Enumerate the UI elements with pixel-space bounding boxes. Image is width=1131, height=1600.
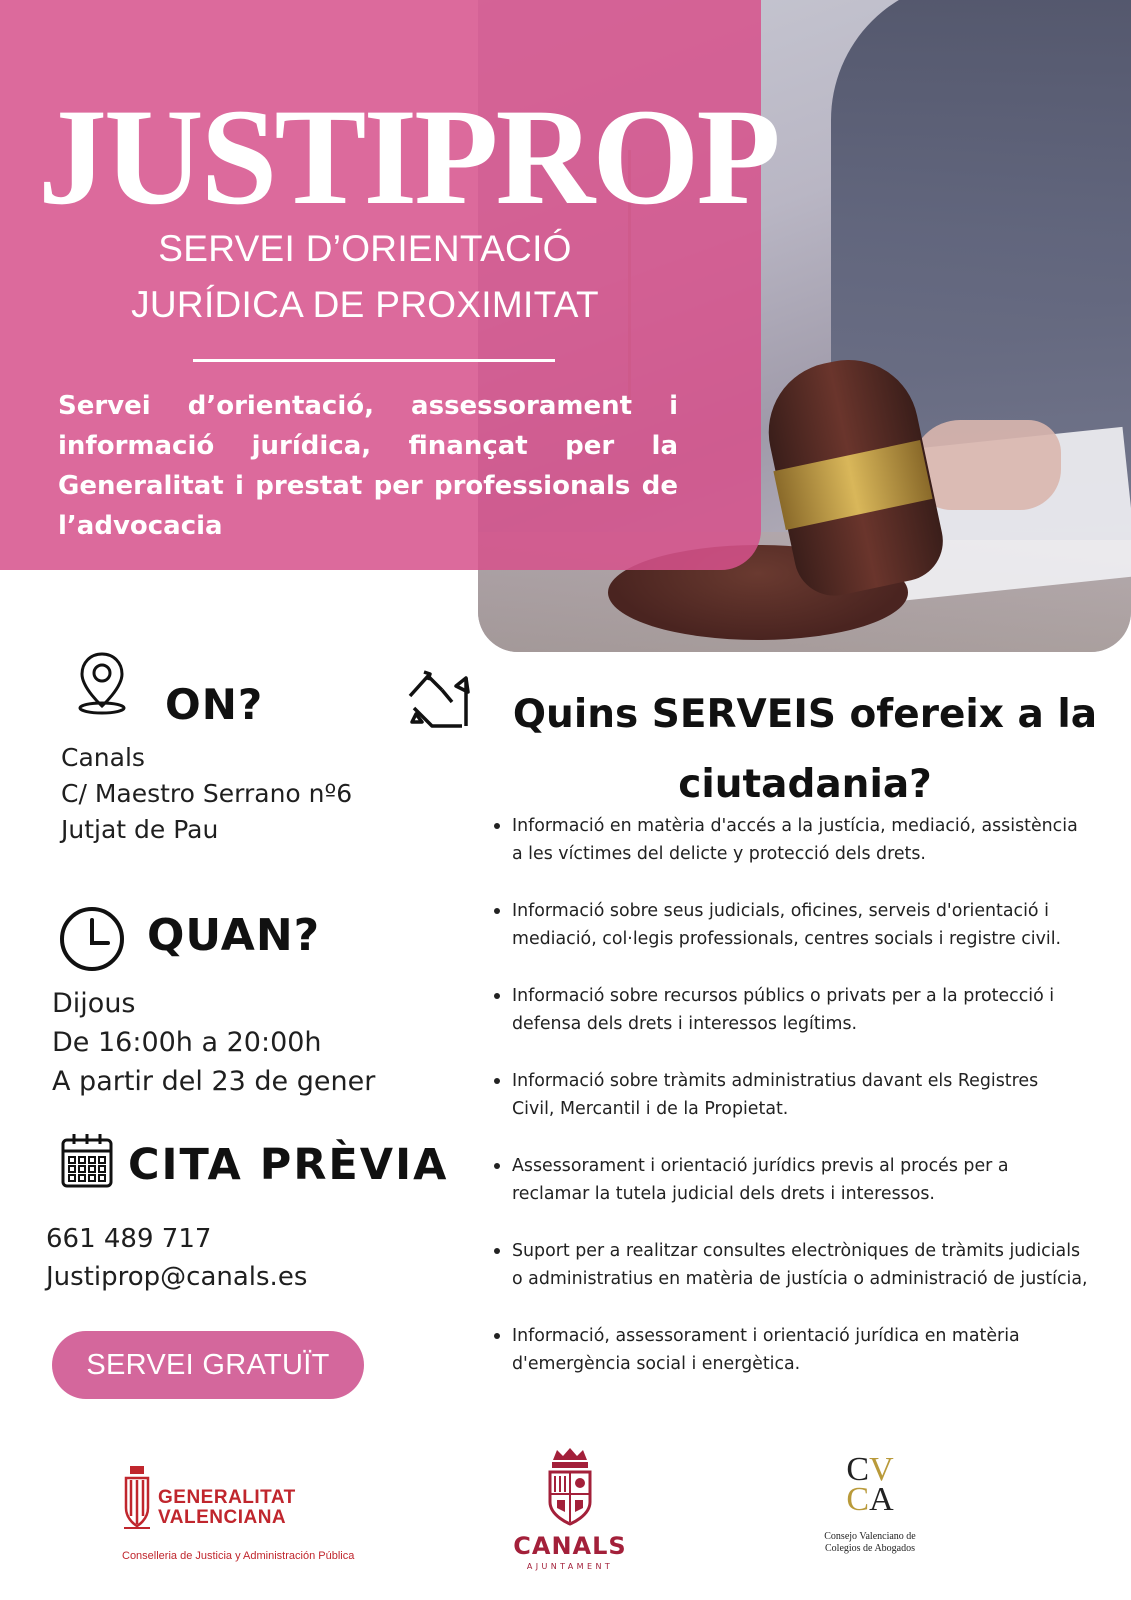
cvca-logo <box>815 1451 925 1565</box>
service-item <box>494 1067 1116 1123</box>
service-item-line2: d'emergència social i energètica. <box>512 1354 801 1374</box>
services-title-line2: ciutadania? <box>678 762 932 807</box>
location-pin-icon <box>76 650 128 716</box>
hero-description: Servei d’orientació, assessorament i informació jurídica, finançat per la Generalitat i prestat per professionals de l’advocacia <box>58 391 678 541</box>
where-line-venue: Jutjat de Pau <box>61 815 219 844</box>
cvca-text <box>815 1531 925 1555</box>
generalitat-department: Conselleria de Justicia y Administración Pública <box>122 1550 355 1562</box>
generalitat-logo <box>122 1462 372 1572</box>
when-line-day: Dijous <box>52 988 136 1019</box>
service-item-line1: Informació, assessorament i orientació jurídica en matèria <box>512 1326 1020 1346</box>
hero-divider <box>193 359 555 362</box>
canals-logo <box>505 1446 635 1576</box>
hero-subtitle-line1: SERVEI D’ORIENTACIÓ <box>158 228 572 269</box>
service-item-line1: Informació sobre recursos públics o privats per a la protecció i <box>512 986 1055 1006</box>
generalitat-name-line1: GENERALITAT <box>158 1487 296 1508</box>
when-heading: QUAN? <box>147 910 321 961</box>
service-item-line2: Civil, Mercantil i de la Propietat. <box>512 1099 789 1119</box>
appointment-email[interactable]: Justiprop@canals.es <box>46 1262 308 1292</box>
canals-coat-of-arms-icon <box>545 1446 595 1528</box>
service-item-line1: Informació sobre seus judicials, oficines, serveis d'orientació i <box>512 901 1049 921</box>
clock-icon <box>58 905 126 973</box>
service-item-line1: Informació sobre tràmits administratius davant els Registres <box>512 1071 1039 1091</box>
cvca-text-line1: Consejo Valenciano de <box>824 1531 916 1542</box>
services-list <box>494 812 1116 1407</box>
generalitat-name-line2: VALENCIANA <box>158 1507 287 1528</box>
canals-subtitle: AJUNTAMENT <box>526 1562 614 1571</box>
where-line-town: Canals <box>61 743 145 772</box>
service-item-line1: Suport per a realitzar consultes electròniques de tràmits judicials <box>512 1241 1081 1261</box>
cvca-monogram: CV CA <box>846 1451 894 1518</box>
where-line-street: C/ Maestro Serrano nº6 <box>61 779 353 808</box>
free-service-button[interactable]: SERVEI GRATUÏT <box>52 1331 364 1399</box>
when-line-start: A partir del 23 de gener <box>52 1066 376 1097</box>
service-item <box>494 812 1116 868</box>
service-item-line2: mediació, col·legis professionals, centres socials i registre civil. <box>512 929 1062 949</box>
service-item-line2: o administratius en matèria de justícia o administració de justícia, <box>512 1269 1088 1289</box>
when-info <box>52 984 375 1101</box>
generalitat-shield-icon <box>122 1464 152 1536</box>
hero-title: JUSTIPROP <box>38 80 778 233</box>
service-item-line1: Assessorament i orientació jurídics previs al procés per a <box>512 1156 1009 1176</box>
services-title <box>480 680 1130 820</box>
when-line-hours: De 16:00h a 20:00h <box>52 1027 322 1058</box>
cvca-text-line2: Colegios de Abogados <box>825 1543 915 1554</box>
services-title-line1: Quins SERVEIS ofereix a la <box>512 692 1098 737</box>
where-info <box>61 740 352 848</box>
service-item <box>494 1152 1116 1208</box>
appointment-phone[interactable]: 661 489 717 <box>46 1224 212 1254</box>
appointment-info <box>46 1220 307 1296</box>
calendar-icon <box>60 1132 114 1190</box>
service-item <box>494 982 1116 1038</box>
service-item-line2: a les víctimes del delicte y protecció dels drets. <box>512 844 926 864</box>
hero-card <box>0 0 778 570</box>
where-heading: ON? <box>165 680 264 729</box>
service-item-line1: Informació en matèria d'accés a la justícia, mediació, assistència <box>512 816 1078 836</box>
service-item <box>494 897 1116 953</box>
service-item <box>494 1322 1116 1378</box>
canals-name: CANALS <box>513 1532 627 1560</box>
service-item <box>494 1237 1116 1293</box>
service-item-line2: defensa dels drets i interessos legítims. <box>512 1014 858 1034</box>
appointment-heading: CITA PRÈVIA <box>128 1140 449 1190</box>
arrows-icon <box>402 668 474 732</box>
hero-subtitle-line2: JURÍDICA DE PROXIMITAT <box>131 284 599 325</box>
service-item-line2: reclamar la tutela judicial dels drets i interessos. <box>512 1184 935 1204</box>
